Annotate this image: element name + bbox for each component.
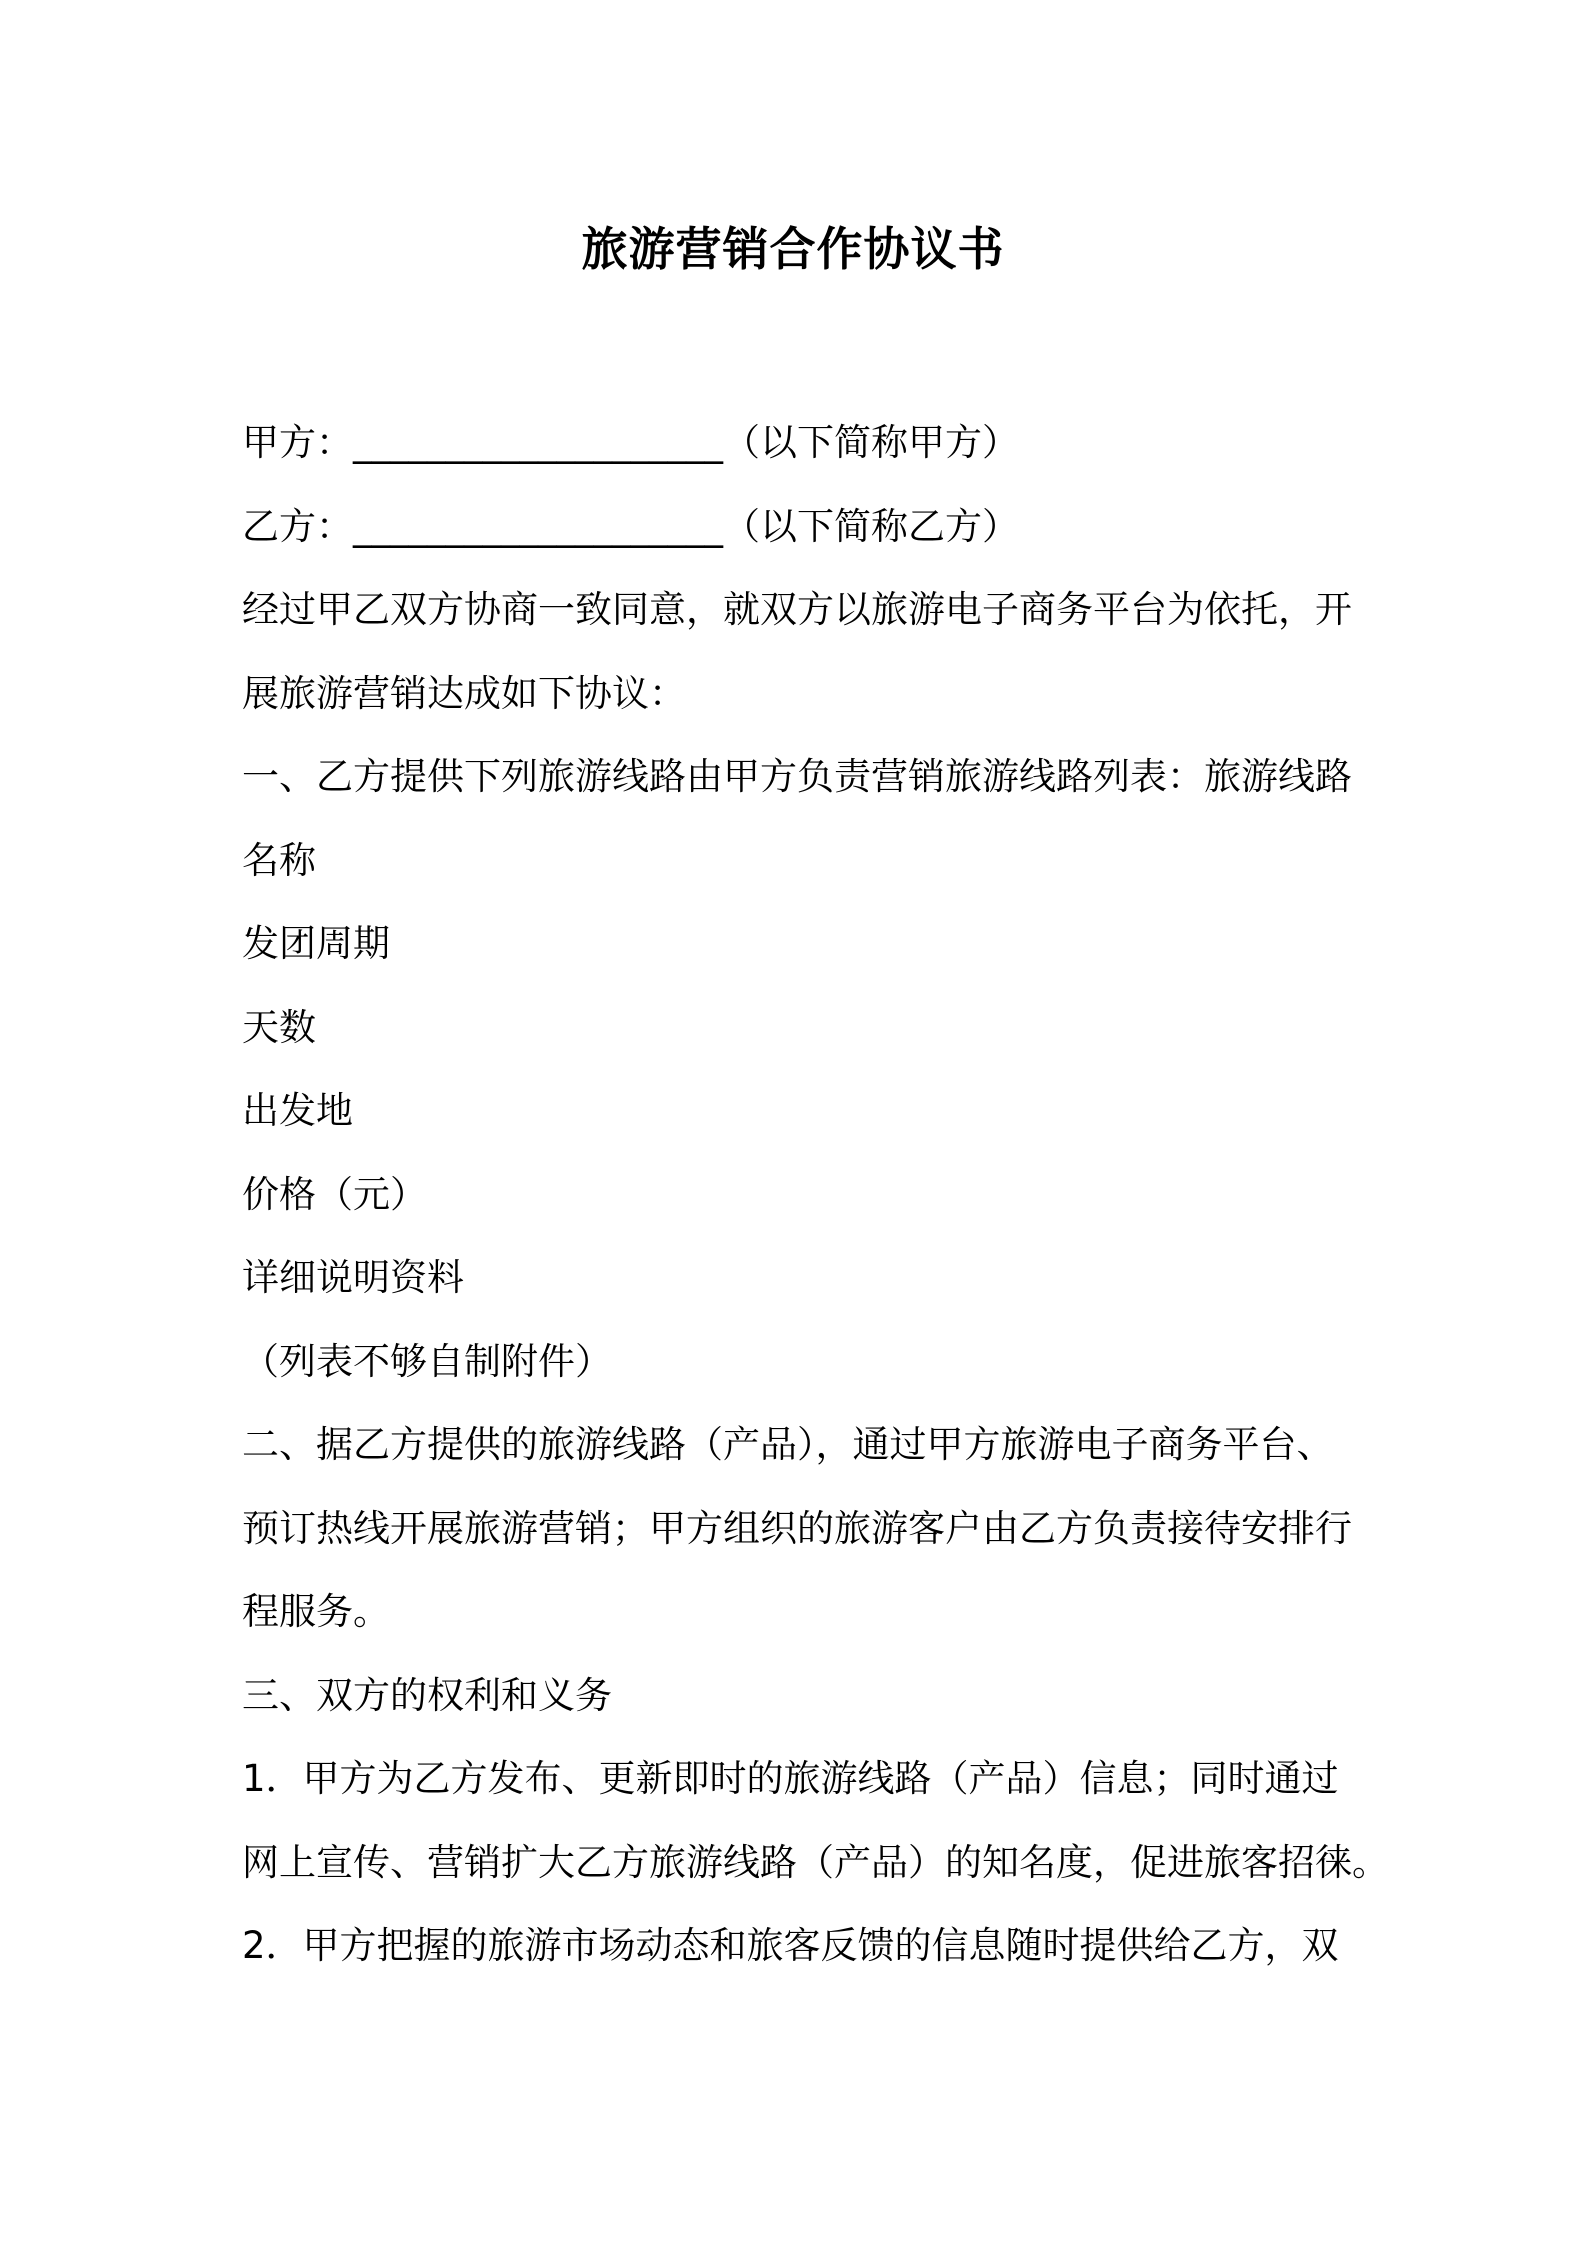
party-b-line — [242, 485, 1362, 569]
list-item: 详细说明资料 — [242, 1256, 464, 1299]
paragraph-line: 网上宣传、营销扩大乙方旅游线路（产品）的知名度，促进旅客招徕。 — [242, 1840, 1389, 1884]
document-body — [242, 401, 1389, 1988]
section-heading-line: 三、双方的权利和义务 — [242, 1673, 612, 1717]
party-a-blank: ____________________ — [353, 421, 723, 464]
party-b-note: （以下简称乙方） — [723, 504, 1019, 548]
paragraph-line: 展旅游营销达成如下协议： — [242, 671, 686, 715]
list-item: 出发地 — [242, 1089, 353, 1132]
list-item: 天数 — [242, 1005, 316, 1049]
list-item: 名称 — [242, 838, 316, 882]
list-item: 发团周期 — [242, 922, 390, 965]
party-a-line — [242, 401, 1362, 485]
list-item: 价格（元） — [242, 1172, 427, 1216]
paragraph-line: 二、据乙方提供的旅游线路（产品），通过甲方旅游电子商务平台、 — [242, 1423, 1334, 1466]
party-a-label: 甲方： — [242, 421, 353, 464]
section-heading-line: 一、乙方提供下列旅游线路由甲方负责营销旅游线路列表：旅游线路 — [242, 755, 1352, 798]
paragraph-line: 预订热线开展旅游营销；甲方组织的旅游客户由乙方负责接待安排行 — [242, 1506, 1352, 1550]
paragraph-line: 1．甲方为乙方发布、更新即时的旅游线路（产品）信息；同时通过 — [242, 1757, 1339, 1800]
party-b-label: 乙方： — [242, 504, 353, 548]
paragraph-line: 程服务。 — [242, 1590, 390, 1633]
party-a-note: （以下简称甲方） — [723, 421, 1019, 464]
party-b-blank: ____________________ — [353, 504, 723, 548]
list-note: （列表不够自制附件） — [242, 1339, 612, 1383]
paragraph-line: 经过甲乙双方协商一致同意，就双方以旅游电子商务平台为依托，开 — [242, 588, 1352, 631]
document-title: 旅游营销合作协议书 — [581, 222, 1005, 276]
paragraph-line: 2．甲方把握的旅游市场动态和旅客反馈的信息随时提供给乙方，双 — [242, 1924, 1339, 1967]
